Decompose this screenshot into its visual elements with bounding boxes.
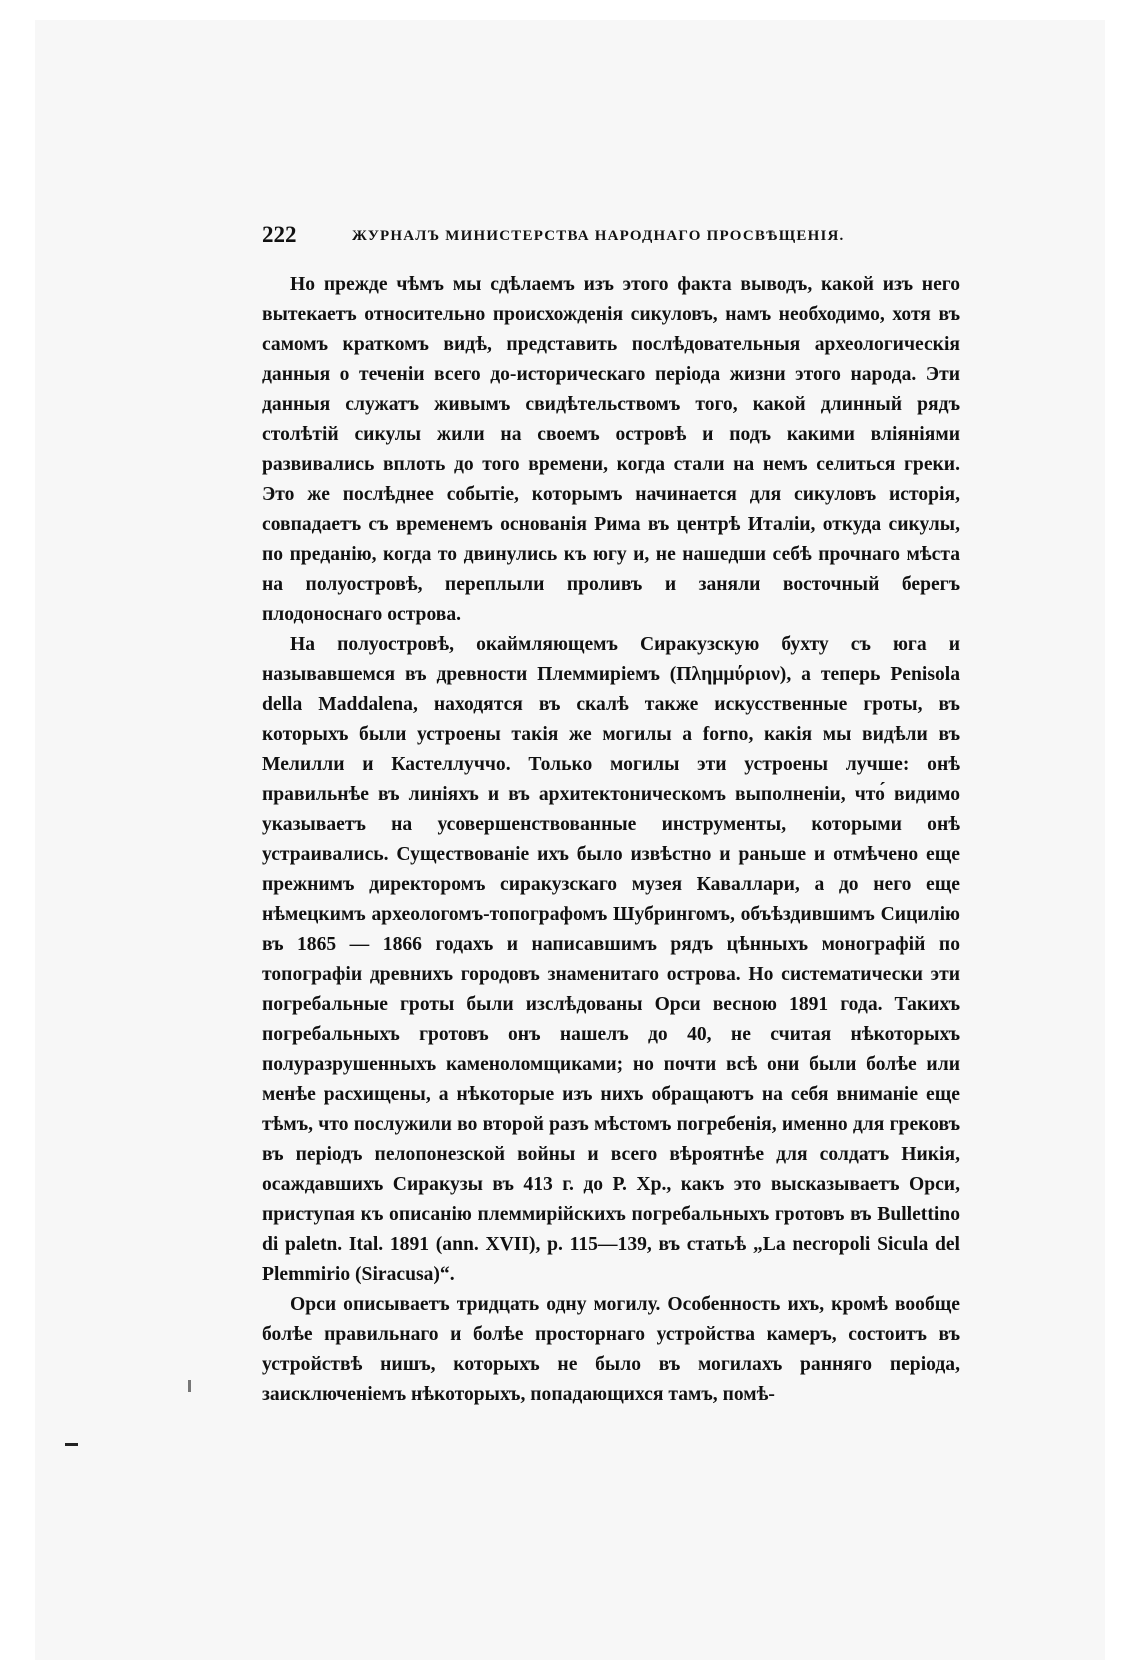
running-title: ЖУРНАЛЪ МИНИСТЕРСТВА НАРОДНАГО ПРОСВѢЩЕНІЯ. <box>352 228 845 244</box>
paragraph: Но прежде чѣмъ мы сдѣлаемъ изъ этого факта выводъ, какой изъ него вытекаетъ относительно происхожденія сикуловъ, намъ необходимо, хотя въ самомъ краткомъ видѣ, представить послѣдовательныя археологическія данныя о теченіи всего до-историческаго періода жизни этого народа. Эти данныя служатъ живымъ свидѣтельствомъ того, какой длинный рядъ столѣтій сикулы жили на своемъ островѣ и подъ какими вліяніями развивались вплоть до того времени, когда стали на немъ селиться греки. Это же послѣднее событіе, которымъ начинается для сикуловъ исторія, совпадаетъ съ временемъ основанія Рима въ центрѣ Италіи, откуда сикулы, по преданію, когда то двинулись къ югу и, не нашедши себѣ прочнаго мѣста на полуостровѣ, переплыли проливъ и заняли восточный берегъ плодоноснаго острова. <box>262 274 960 625</box>
body-text <box>262 270 960 1410</box>
running-header <box>262 222 912 252</box>
scan-mark <box>65 1443 78 1446</box>
paragraph: Орси описываетъ тридцать одну могилу. Особенность ихъ, кромѣ вообще болѣе правильнаго и болѣе просторнаго устройства камеръ, состоитъ въ устройствѣ нишъ, которыхъ не было въ могилахъ ранняго періода, заисключеніемъ нѣкоторыхъ, попадающихся тамъ, помѣ- <box>262 1294 960 1405</box>
scan-speck <box>188 1380 191 1392</box>
page-number: 222 <box>262 222 297 247</box>
paragraph: На полуостровѣ, окаймляющемъ Сиракузскую бухту съ юга и называвшемся въ древности Племмиріемъ (Πλημμύριον), а теперь Penisola della Maddalena, находятся въ скалѣ также искусственные гроты, въ которыхъ были устроены такія же могилы a forno, какія мы видѣли въ Мелилли и Кастеллуччо. Только могилы эти устроены лучше: онѣ правильнѣе въ линіяхъ и въ архитектоническомъ выполненіи, что́ видимо указываетъ на усовершенствованные инструменты, которыми онѣ устраивались. Существованіе ихъ было извѣстно и раньше и отмѣчено еще прежнимъ директоромъ сиракузскаго музея Каваллари, а до него еще нѣмецкимъ археологомъ-топографомъ Шубрингомъ, объѣздившимъ Сицилію въ 1865 — 1866 годахъ и написавшимъ рядъ цѣнныхъ монографій по топографіи древнихъ городовъ знаменитаго острова. Но систематически эти погребальные гроты были изслѣдованы Орси весною 1891 года. Такихъ погребальныхъ гротовъ онъ нашелъ до 40, не считая нѣкоторыхъ полуразрушенныхъ каменоломщиками; но почти всѣ они были болѣе или менѣе расхищены, а нѣкоторые изъ нихъ обращаютъ на себя вниманіе еще тѣмъ, что послужили во второй разъ мѣстомъ погребенія, именно для грековъ въ періодъ пелопонезской войны и всего вѣроятнѣе для солдатъ Никія, осаждавшихъ Сиракузы въ 413 г. до Р. Хр., какъ это высказываетъ Орси, приступая къ описанію племмирійскихъ погребальныхъ гротовъ въ Bullettino di paletn. Ital. 1891 (ann. XVII), p. 115—139, въ статьѣ „La necropoli Sicula del Plemmirio (Siracusa)“. <box>262 634 960 1285</box>
